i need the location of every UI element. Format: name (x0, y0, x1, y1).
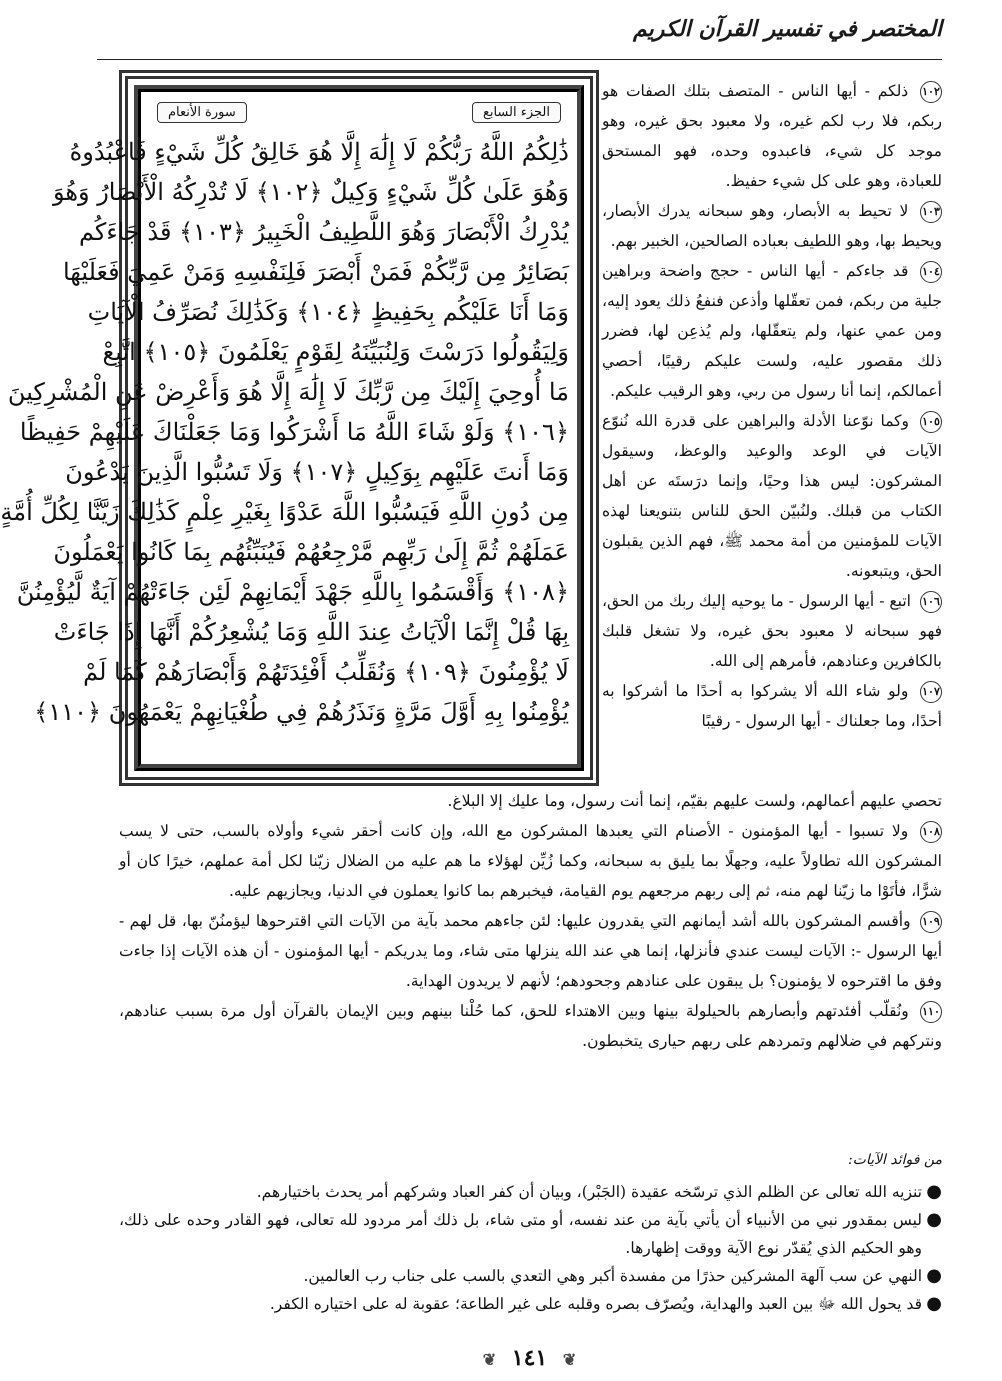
verse-line: يُدْرِكُ الْأَبْصَارَ وَهُوَ اللَّطِيفُ الْخَبِيرُ ﴿١٠٣﴾ قَدْ جَاءَكُم (78, 218, 569, 246)
mushaf-top-bar (149, 98, 569, 126)
benefit-text: ليس بمقدور نبي من الأنبياء أن يأتي بآية من عند نفسه، أو متى شاء، بل ذلك أمر مردود لله تعالى، فهو القادر وحده على ذلك، وهو الحكيم الذي يُقدّر نوع الآية ووقت إظهارها. (119, 1211, 922, 1257)
commentary-paragraph (602, 586, 942, 676)
verse-number-badge: ١٠٣ (920, 201, 942, 223)
verse-line: مِن دُونِ اللَّهِ فَيَسُبُّوا اللَّهَ عَدْوًا بِغَيْرِ عِلْمٍ كَذَٰلِكَ زَيَّنَّا لِكُلِّ أُمَّةٍ (0, 498, 569, 526)
verse-number-badge: ١١٠ (920, 1001, 942, 1023)
verse-line: بَصَائِرُ مِن رَّبِّكُمْ فَمَنْ أَبْصَرَ فَلِنَفْسِهِ وَمَنْ عَمِيَ فَعَلَيْهَا (62, 258, 569, 286)
benefit-text: النهي عن سب آلهة المشركين حذرًا من مفسدة أكبر وهي التعدي بالسب على جناب رب العالمين. (303, 1267, 922, 1285)
verse-line: مَا أُوحِيَ إِلَيْكَ مِن رَّبِّكَ لَا إِلَٰهَ إِلَّا هُوَ وَأَعْرِضْ عَنِ الْمُشْرِكِينَ (7, 378, 569, 406)
verse-line: ﴿١٠٦﴾ وَلَوْ شَاءَ اللَّهُ مَا أَشْرَكُوا وَمَا جَعَلْنَاكَ عَلَيْهِمْ حَفِيظًا (19, 418, 569, 446)
commentary-paragraph (119, 816, 942, 906)
verse-line: وَلِيَقُولُوا دَرَسْتَ وَلِنُبَيِّنَهُ لِقَوْمٍ يَعْلَمُونَ ﴿١٠٥﴾ اتَّبِعْ (102, 338, 569, 366)
commentary-paragraph (602, 406, 942, 586)
verse-line: وَمَا أَنَا عَلَيْكُم بِحَفِيظٍ ﴿١٠٤﴾ وَكَذَٰلِكَ نُصَرِّفُ الْآيَاتِ (87, 298, 569, 326)
verse-line: بِهَا قُلْ إِنَّمَا الْآيَاتُ عِندَ اللَّهِ وَمَا يُشْعِرُكُمْ أَنَّهَا إِذَا جَاءَتْ (53, 618, 569, 646)
commentary-paragraph (602, 76, 942, 196)
bullet-icon: ● (926, 1293, 942, 1314)
commentary-paragraph (602, 676, 942, 736)
verse-line: وَهُوَ عَلَىٰ كُلِّ شَيْءٍ وَكِيلٌ ﴿١٠٢﴾ لَا تُدْرِكُهُ الْأَبْصَارُ وَهُوَ (52, 178, 569, 206)
juz-label: الجزء السابع (472, 102, 561, 123)
commentary-text: ذلكم - أيها الناس - المتصف بتلك الصفات هو ربكم، فلا رب لكم غيره، ولا معبود بحق غيره، وهو موجد كل شيء، فاعبدوه وحده، فهو المستحق للعبادة، وهو على كل شيء حفيظ. (602, 82, 942, 190)
benefits-title: من فوائد الآيات: (847, 1152, 942, 1168)
bullet-icon: ● (926, 1181, 942, 1202)
commentary-paragraph (602, 196, 942, 256)
commentary-text: لا تحيط به الأبصار، وهو سبحانه يدرك الأبصار، ويحيط بها، وهو اللطيف بعباده الصالحين، الخبير بهم. (602, 202, 942, 250)
verse-line: ﴿١٠٨﴾ وَأَقْسَمُوا بِاللَّهِ جَهْدَ أَيْمَانِهِمْ لَئِن جَاءَتْهُمْ آيَةٌ لَّيُؤْمِنُنَّ (16, 578, 569, 606)
page-number (57, 1345, 1002, 1371)
verse-number-badge: ١٠٥ (920, 411, 942, 433)
page-header (97, 10, 942, 64)
header-rule (97, 59, 942, 60)
verse-number-badge: ١٠٢ (920, 81, 942, 103)
verse-line: يُؤْمِنُوا بِهِ أَوَّلَ مَرَّةٍ وَنَذَرُهُمْ فِي طُغْيَانِهِمْ يَعْمَهُونَ ﴿١١٠﴾ (34, 698, 569, 726)
commentary-text: ولو شاء الله ألا يشركوا به أحدًا ما أشركوا به أحدًا، وما جعلناك - أيها الرسول - رقيبًا (602, 682, 942, 730)
commentary-text: وأقسم المشركون بالله أشد أيمانهم التي يقدرون عليها: لئن جاءهم محمد بآية من الآيات التي اقترحوها ليؤمنُنّ بها، قل لهم - أيها الرسول -: الآيات ليست عندي فأنزلها، إنما هي عند الله ينزلها متى شاء، وما يدريكم - أيها المؤمنون - أن هذه الآيات إذا جاءت وفق ما اقترحوه لا يؤمنون؟ بل يبقون على عنادهم وجحودهم؛ لأنهم لا يريدون الهداية. (119, 912, 942, 990)
bullet-icon: ● (926, 1209, 942, 1230)
benefit-item (119, 1262, 942, 1290)
commentary-text: وكما نوّعنا الأدلة والبراهين على قدرة الله نُنوّع الآيات في الوعد والوعيد والوعظ، وسيقول المشركون: ليس هذا وحيًا، وإنما درَستَه عن أهل الكتاب من قبلك. ولنُبيّن الحق للناس بتنويعنا لهذه الآيات للمؤمنين من أمة محمد ﷺ، فهم الذين يقبلون الحق، ويتبعونه. (602, 412, 942, 580)
verse-number-badge: ١٠٩ (920, 911, 942, 933)
verse-number-badge: ١٠٦ (920, 591, 942, 613)
commentary-paragraph (602, 256, 942, 406)
mushaf-frame (0, 70, 599, 786)
commentary-continuation: تحصي عليهم أعمالهم، ولست عليهم بقيّم، إنما أنت رسول، وما عليك إلا البلاغ. (447, 792, 942, 810)
verse-number-badge: ١٠٤ (920, 261, 942, 283)
bullet-icon: ● (926, 1265, 942, 1286)
benefit-item (119, 1206, 942, 1262)
surah-label: سورة الأنعام (157, 102, 247, 123)
benefit-item (119, 1178, 942, 1206)
verse-line: وَمَا أَنتَ عَلَيْهِم بِوَكِيلٍ ﴿١٠٧﴾ وَلَا تَسُبُّوا الَّذِينَ يَدْعُونَ (65, 458, 569, 486)
ornament-icon: ❦ (482, 1350, 497, 1369)
commentary-text: ولا تسبوا - أيها المؤمنون - الأصنام التي يعبدها المشركون مع الله، وإن كانت أحقر شيء وأولاه بالسب، حتى لا يسب المشركون الله تطاولاً عليه، وجهلًا بما يليق به سبحانه، وكما زُيِّن لهؤلاء ما هم عليه من الضلال زيّنا لكل أمة عملهم، خيرًا كان أو شرًّا، فأتَوْا ما زيّنا لهم منه، ثم إلى ربهم مرجعهم يوم القيامة، فيخبرهم بما كانوا يعملون في الدنيا، ويجازيهم عليه. (119, 822, 942, 900)
benefit-item (119, 1290, 942, 1318)
commentary-paragraph (119, 906, 942, 996)
commentary-full-width (119, 786, 942, 1056)
commentary-text: قد جاءكم - أيها الناس - حجج واضحة وبراهين جلية من ربكم، فمن تعقّلها وأذعن فنفعُ ذلك يعود إليه، ومن عمي عنها، ولم يتعقّلها، ولم يُذعِن لها، فضرر ذلك مقصور عليه، ولست عليكم رقيبًا، أحصي أعمالكم، إنما أنا رسول من ربي، وهو الرقيب عليكم. (602, 262, 942, 400)
commentary-column (602, 76, 942, 736)
verse-number-badge: ١٠٧ (920, 681, 942, 703)
page-number-text: ١٤١ (511, 1345, 548, 1371)
ornament-icon: ❦ (562, 1350, 577, 1369)
commentary-text: اتبع - أيها الرسول - ما يوحيه إليك ربك من الحق، فهو سبحانه لا معبود بحق غيره، ولا تشغل قلبك بالكافرين وعنادهم، فأمرهم إلى الله. (602, 592, 942, 670)
commentary-text: ونُقلّب أفئدتهم وأبصارهم بالحيلولة بينها وبين الاهتداء للحق، كما حُلْنا بينهم وبين الإيمان بالقرآن أول مرة بسبب عنادهم، ونتركهم في ضلالهم وتمردهم على ربهم حيارى يتخبطون. (119, 1002, 942, 1050)
verse-number-badge: ١٠٨ (920, 821, 942, 843)
verse-lines (0, 132, 569, 732)
book-title: المختصر في تفسير القرآن الكريم (633, 16, 942, 42)
mushaf-inner-border (0, 85, 584, 771)
verse-line: عَمَلَهُمْ ثُمَّ إِلَىٰ رَبِّهِم مَّرْجِعُهُمْ فَيُنَبِّئُهُم بِمَا كَانُوا يَعْمَلُونَ (53, 538, 569, 566)
benefits-section (119, 1146, 942, 1318)
benefit-text: تنزيه الله تعالى عن الظلم الذي ترسّخه عقيدة (الجَبْر)، وبيان أن كفر العباد وشركهم أمر يحدث باختيارهم. (256, 1183, 922, 1201)
verse-line: لَا يُؤْمِنُونَ ﴿١٠٩﴾ وَنُقَلِّبُ أَفْئِدَتَهُمْ وَأَبْصَارَهُمْ كَمَا لَمْ (83, 658, 569, 686)
commentary-paragraph (119, 996, 942, 1056)
benefit-text: قد يحول الله ﷻ بين العبد والهداية، ويُصرّف بصره وقلبه على غير الطاعة؛ عقوبة له على اختياره الكفر. (269, 1295, 922, 1313)
verse-line: ذَٰلِكُمُ اللَّهُ رَبُّكُمْ لَا إِلَٰهَ إِلَّا هُوَ خَالِقُ كُلِّ شَيْءٍ فَاعْبُدُوهُ (69, 138, 569, 166)
